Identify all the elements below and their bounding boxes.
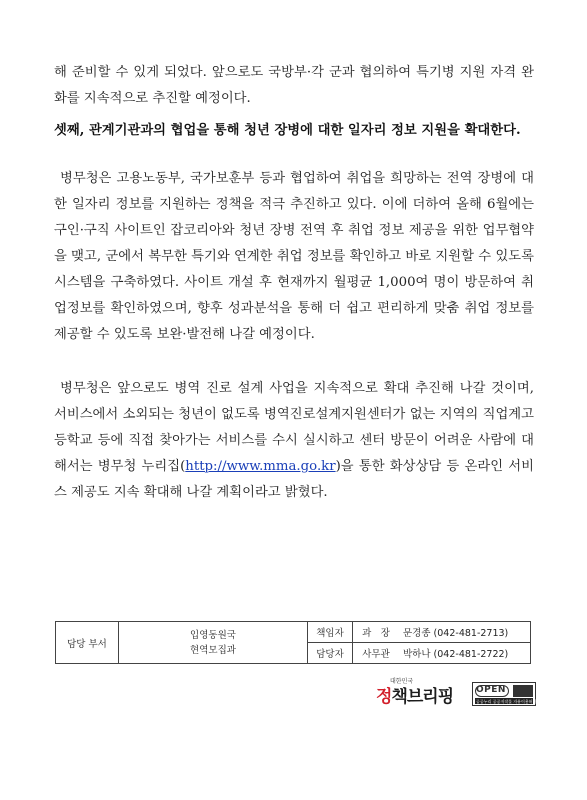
license-type-icon (513, 685, 533, 697)
department-line2: 현역모집과 (190, 644, 236, 656)
open-logo-bar-text: 공공누리 공공저작물 자유이용허락 (476, 698, 537, 704)
contact-name-phone: 문경종 (042-481-2713) (399, 622, 531, 643)
department-line1: 입영동원국 (190, 629, 236, 641)
contact-rank: 과 장 (353, 622, 400, 643)
paragraph-continued: 해 준비할 수 있게 되었다. 앞으로도 국방부·각 군과 협의하여 특기병 지원 자격 완화를 지속적으로 추진할 예정이다. (54, 65, 534, 106)
paragraph-future-plan (54, 376, 534, 506)
paragraph-job-info: 병무청은 고용노동부, 국가보훈부 등과 협업하여 취업을 희망하는 전역 장병에 대한 일자리 정보를 지원하는 정책을 적극 추진하고 있다. 이에 더하여 올해 6월에는 구인·구직 사이트인 잡코리아와 청년 장병 전역 후 취업 정보 제공을 위한 업무협약을 맺고, 군에서 복무한 특기와 연계한 취업 정보를 확인하고 바로 지원할 수 있도록 시스템을 구축하였다. 사이트 개설 후 현재까지 월평균 1,000여 명이 방문하여 취업정보를 확인하였으며, 향후 성과분석을 통해 더 쉽고 편리하게 맞춤 취업 정보를 제공할 수 있도록 보완·발전해 나갈 예정이다. (54, 171, 534, 342)
contact-row-manager (56, 622, 531, 643)
brief-logo-main: 책브리핑 (391, 687, 454, 707)
contact-rank: 사무관 (353, 643, 400, 664)
footer-logos (376, 676, 536, 716)
brief-logo-small-text: 대한민국 (390, 678, 414, 685)
contact-table (55, 621, 531, 664)
kogl-open-logo (472, 682, 536, 706)
policy-briefing-logo (376, 676, 468, 712)
department-name (119, 622, 308, 664)
paragraph-text-after-link: )을 통한 화상상담 등 온라인 서비스 제공도 지속 확대해 나갈 계획이라고 밝혔다. (54, 459, 534, 500)
paragraph-text-before-link: 병무청은 앞으로도 병역 진로 설계 사업을 지속적으로 확대 추진해 나갈 것이며, 서비스에서 소외되는 청년이 없도록 병역진로설계지원센터가 없는 지역의 직업계고등학교 등에 직접 찾아가는 서비스를 수시 실시하고 센터 방문이 어려운 사람에 대해서는 병무청 누리집( (54, 381, 534, 474)
contact-role: 책임자 (308, 622, 353, 643)
brief-logo-accent: 정 (376, 687, 392, 707)
contact-role: 담당자 (308, 643, 353, 664)
brief-logo-text (376, 682, 453, 707)
department-label: 담당 부서 (56, 622, 119, 664)
section-heading-third: 셋째, 관계기관과의 협업을 통해 청년 장병에 대한 일자리 정보 지원을 확대한다. (54, 123, 521, 138)
mma-homepage-link[interactable]: http://www.mma.go.kr (185, 459, 336, 474)
contact-name-phone: 박하나 (042-481-2722) (399, 643, 531, 664)
open-logo-text: OPEN (476, 685, 506, 695)
